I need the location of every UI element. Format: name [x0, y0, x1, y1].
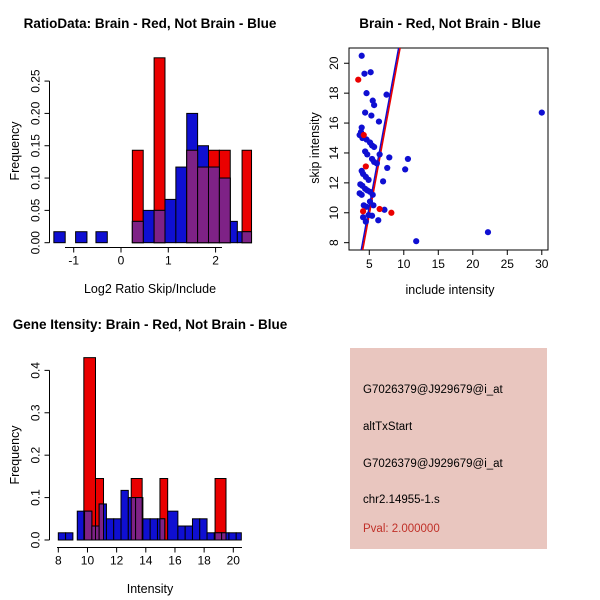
svg-text:0.10: 0.10 — [28, 166, 43, 190]
svg-text:20: 20 — [466, 257, 480, 271]
svg-text:0: 0 — [117, 253, 125, 268]
svg-text:0.3: 0.3 — [28, 404, 43, 422]
svg-text:15: 15 — [431, 257, 445, 271]
gene-hist-x-axis-label: Intensity — [126, 582, 174, 596]
svg-text:14: 14 — [327, 146, 341, 160]
pval-text: Pval: 2.000000 — [363, 523, 440, 535]
svg-text:5: 5 — [365, 257, 373, 271]
svg-text:0.20: 0.20 — [28, 101, 43, 126]
ratio-hist-x-axis-label: Log2 Ratio Skip/Include — [83, 282, 217, 296]
svg-text:10: 10 — [327, 206, 341, 220]
svg-text:0.1: 0.1 — [28, 489, 43, 506]
gene-hist-title: Gene Itensity: Brain - Red, Not Brain - Blue — [12, 317, 288, 332]
scatter-y-axis-label: skip intensity — [308, 112, 322, 184]
svg-text:10: 10 — [397, 257, 411, 271]
svg-text:18: 18 — [197, 553, 211, 568]
gene-hist-y-axis-label: Frequency — [8, 425, 22, 485]
svg-text:0.00: 0.00 — [28, 231, 43, 255]
svg-text:16: 16 — [327, 116, 341, 130]
svg-text:0.2: 0.2 — [28, 446, 43, 464]
svg-text:10: 10 — [80, 553, 95, 568]
ratio-hist-title: RatioData: Brain - Red, Not Brain - Blue — [23, 16, 277, 31]
svg-text:0.05: 0.05 — [28, 198, 43, 223]
svg-text:12: 12 — [327, 176, 341, 190]
svg-text:20: 20 — [226, 553, 240, 568]
svg-text:8: 8 — [54, 553, 62, 568]
gene-info-box — [350, 348, 547, 549]
svg-text:20: 20 — [327, 56, 341, 70]
svg-text:2: 2 — [212, 253, 219, 268]
probe-id-repeat-text: G7026379@J929679@i_at — [363, 458, 503, 470]
svg-text:16: 16 — [168, 553, 182, 568]
svg-text:0.4: 0.4 — [28, 362, 43, 379]
svg-text:25: 25 — [500, 257, 514, 271]
probe-id-text: G7026379@J929679@i_at — [363, 384, 503, 396]
svg-text:-1: -1 — [68, 253, 80, 268]
svg-text:12: 12 — [109, 553, 124, 568]
event-type-text: altTxStart — [363, 421, 413, 433]
svg-text:8: 8 — [327, 239, 341, 247]
svg-text:18: 18 — [327, 86, 341, 100]
ratio-hist-y-axis-label: Frequency — [8, 121, 22, 181]
svg-text:0.0: 0.0 — [28, 531, 43, 549]
svg-text:14: 14 — [139, 553, 153, 568]
scatter-x-axis-label: include intensity — [405, 283, 495, 297]
svg-text:0.15: 0.15 — [28, 134, 43, 158]
svg-text:30: 30 — [535, 257, 549, 271]
chromosome-location-text: chr2.14955-1.s — [363, 494, 440, 506]
svg-text:0.25: 0.25 — [28, 69, 43, 93]
scatter-title: Brain - Red, Not Brain - Blue — [359, 16, 541, 31]
svg-text:1: 1 — [164, 253, 172, 268]
